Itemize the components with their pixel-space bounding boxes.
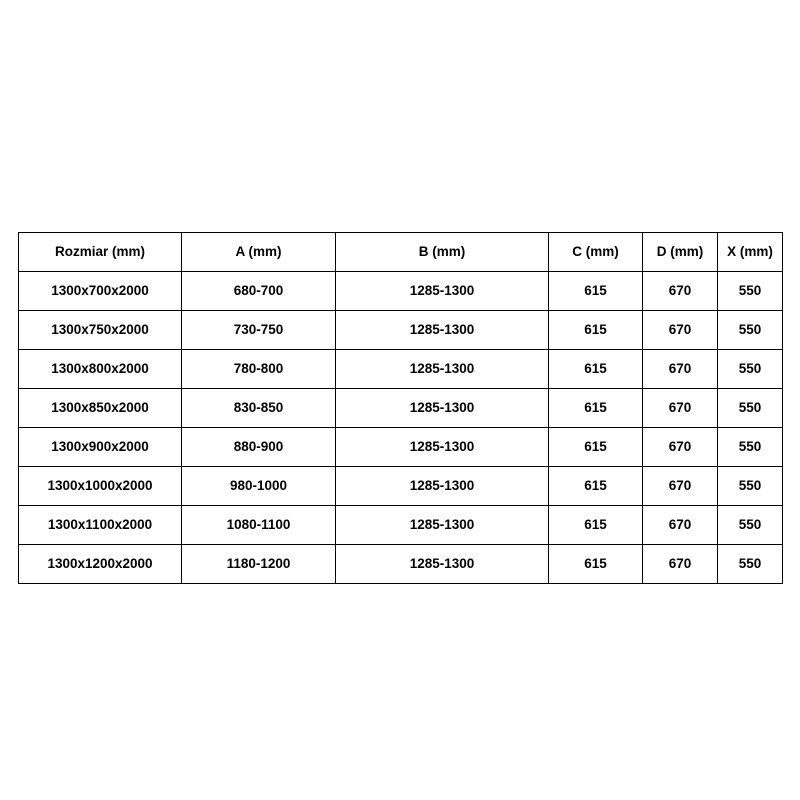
cell-a: 1180-1200 (182, 545, 336, 584)
column-header-x: X (mm) (718, 233, 783, 272)
cell-c: 615 (549, 506, 643, 545)
cell-x: 550 (718, 311, 783, 350)
cell-b: 1285-1300 (336, 506, 549, 545)
cell-d: 670 (643, 467, 718, 506)
size-table (18, 232, 783, 584)
cell-c: 615 (549, 389, 643, 428)
cell-a: 880-900 (182, 428, 336, 467)
cell-b: 1285-1300 (336, 467, 549, 506)
cell-rozmiar: 1300x800x2000 (19, 350, 182, 389)
cell-d: 670 (643, 350, 718, 389)
cell-b: 1285-1300 (336, 545, 549, 584)
cell-b: 1285-1300 (336, 311, 549, 350)
table-row (19, 311, 783, 350)
table-row (19, 272, 783, 311)
cell-c: 615 (549, 311, 643, 350)
cell-a: 1080-1100 (182, 506, 336, 545)
size-table-container (18, 232, 782, 584)
cell-rozmiar: 1300x1000x2000 (19, 467, 182, 506)
cell-rozmiar: 1300x900x2000 (19, 428, 182, 467)
cell-a: 830-850 (182, 389, 336, 428)
cell-c: 615 (549, 545, 643, 584)
column-header-rozmiar: Rozmiar (mm) (19, 233, 182, 272)
table-row (19, 428, 783, 467)
column-header-a: A (mm) (182, 233, 336, 272)
table-row (19, 467, 783, 506)
cell-b: 1285-1300 (336, 272, 549, 311)
cell-x: 550 (718, 506, 783, 545)
cell-x: 550 (718, 545, 783, 584)
cell-b: 1285-1300 (336, 389, 549, 428)
cell-d: 670 (643, 389, 718, 428)
cell-rozmiar: 1300x700x2000 (19, 272, 182, 311)
cell-x: 550 (718, 272, 783, 311)
cell-a: 730-750 (182, 311, 336, 350)
cell-a: 980-1000 (182, 467, 336, 506)
cell-d: 670 (643, 428, 718, 467)
cell-c: 615 (549, 428, 643, 467)
cell-x: 550 (718, 389, 783, 428)
table-row (19, 350, 783, 389)
cell-rozmiar: 1300x1200x2000 (19, 545, 182, 584)
cell-rozmiar: 1300x850x2000 (19, 389, 182, 428)
table-row (19, 506, 783, 545)
cell-c: 615 (549, 467, 643, 506)
cell-d: 670 (643, 545, 718, 584)
cell-rozmiar: 1300x1100x2000 (19, 506, 182, 545)
cell-rozmiar: 1300x750x2000 (19, 311, 182, 350)
cell-c: 615 (549, 350, 643, 389)
table-row (19, 545, 783, 584)
cell-d: 670 (643, 272, 718, 311)
table-row (19, 389, 783, 428)
cell-b: 1285-1300 (336, 428, 549, 467)
cell-a: 680-700 (182, 272, 336, 311)
column-header-c: C (mm) (549, 233, 643, 272)
cell-c: 615 (549, 272, 643, 311)
column-header-b: B (mm) (336, 233, 549, 272)
cell-x: 550 (718, 467, 783, 506)
cell-b: 1285-1300 (336, 350, 549, 389)
cell-a: 780-800 (182, 350, 336, 389)
cell-x: 550 (718, 350, 783, 389)
cell-d: 670 (643, 506, 718, 545)
cell-d: 670 (643, 311, 718, 350)
cell-x: 550 (718, 428, 783, 467)
table-header-row (19, 233, 783, 272)
column-header-d: D (mm) (643, 233, 718, 272)
